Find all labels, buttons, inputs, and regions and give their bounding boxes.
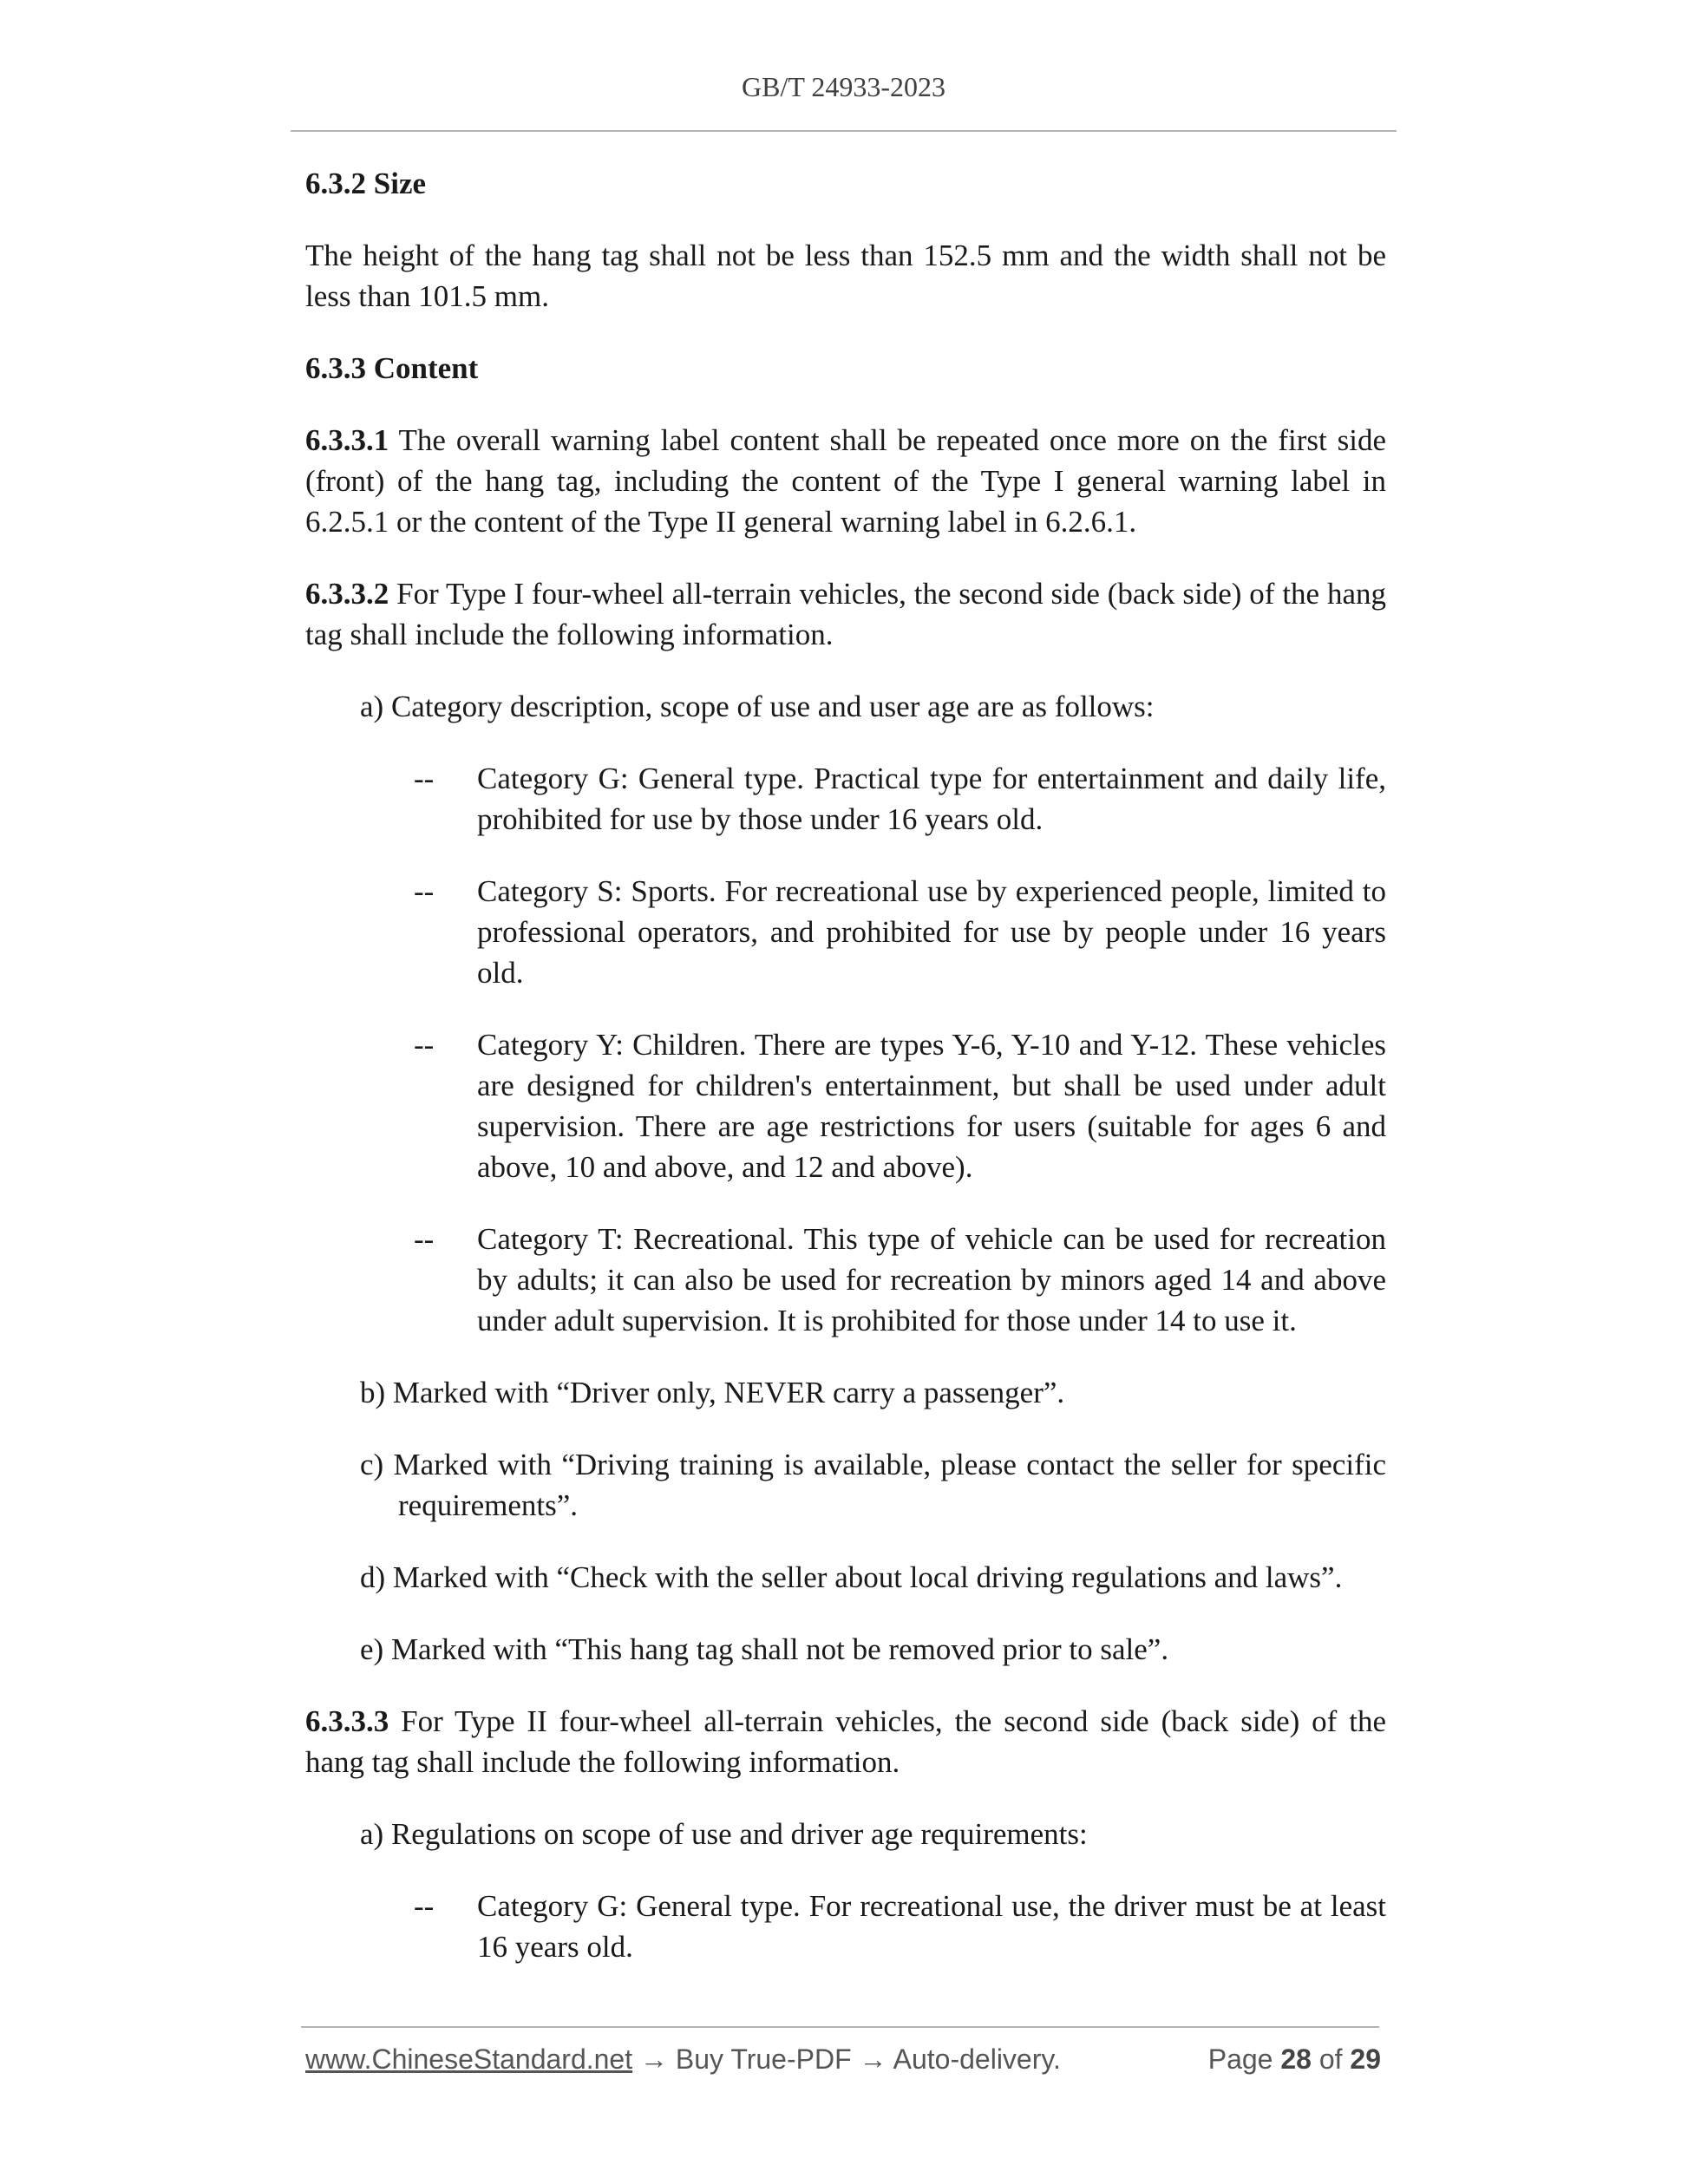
section-heading-6-3-3: 6.3.3 Content [305, 351, 479, 385]
footer-divider [301, 2026, 1379, 2028]
website-link[interactable]: www.ChineseStandard.net [305, 2043, 633, 2075]
list-item [305, 1219, 1386, 1341]
page-footer [305, 2043, 1381, 2087]
list-item-c: c) Marked with “Driving training is available, please contact the seller for specific requirements”. [360, 1448, 1386, 1522]
list-item-a: a) Regulations on scope of use and driver age requirements: [360, 1817, 1088, 1851]
paragraph-6-3-3-2 [305, 573, 1386, 655]
list-item-d: d) Marked with “Check with the seller about local driving regulations and laws”. [360, 1560, 1343, 1594]
list-item [305, 871, 1386, 993]
paragraph-size: The height of the hang tag shall not be less than 152.5 mm and the width shall not be less than 101.5 mm. [305, 239, 1386, 313]
page-number: 28 [1280, 2043, 1312, 2075]
page-indicator [1208, 2043, 1381, 2076]
clause-number: 6.3.3.1 [305, 423, 389, 457]
clause-text: For Type II four-wheel all-terrain vehicles, the second side (back side) of the hang tag shall include the following information. [305, 1704, 1386, 1779]
bullet-text: Category G: General type. For recreational use, the driver must be at least 16 years old. [477, 1889, 1386, 1964]
bullet-text: Category S: Sports. For recreational use by experienced people, limited to professional operators, and prohibited for use by people under 16 years old. [477, 874, 1386, 990]
list-item [305, 758, 1386, 840]
section-heading-6-3-2: 6.3.2 Size [305, 167, 427, 200]
list-item-a: a) Category description, scope of use and user age are as follows: [360, 690, 1155, 723]
list-item-b: b) Marked with “Driver only, NEVER carry a passenger”. [360, 1376, 1065, 1409]
clause-text: For Type I four-wheel all-terrain vehicles, the second side (back side) of the hang tag shall include the following information. [305, 577, 1386, 651]
clause-number: 6.3.3.3 [305, 1704, 389, 1738]
clause-number: 6.3.3.2 [305, 577, 389, 611]
list-item [305, 1886, 1386, 1967]
bullet-dash: -- [414, 874, 435, 908]
paragraph-6-3-3-3 [305, 1701, 1386, 1782]
promo-text: → Buy True-PDF → Auto-delivery. [632, 2043, 1061, 2075]
bullet-dash: -- [414, 1028, 435, 1062]
list-item [305, 1024, 1386, 1187]
bullet-dash: -- [414, 1222, 435, 1256]
bullet-dash: -- [414, 1889, 435, 1923]
page-body [305, 163, 1386, 1967]
header-divider [291, 130, 1397, 132]
bullet-dash: -- [414, 762, 435, 795]
clause-text: The overall warning label content shall be repeated once more on the first side (front) of the hang tag, including the content of the Type I general warning label in 6.2.5.1 or the content of the Type II general warning label in 6.2.6.1. [305, 423, 1386, 539]
of-label: of [1311, 2043, 1351, 2075]
page-total: 29 [1350, 2043, 1381, 2075]
footer-promo [305, 2043, 1061, 2076]
list-item-e: e) Marked with “This hang tag shall not be removed prior to sale”. [360, 1632, 1169, 1666]
bullet-text: Category Y: Children. There are types Y-6, Y-10 and Y-12. These vehicles are designed for children's entertainment, but shall be used under adult supervision. There are age restrictions for users (suitable for ages 6 and above, 10 and above, and 12 and above). [477, 1028, 1386, 1184]
bullet-text: Category T: Recreational. This type of vehicle can be used for recreation by adults; it can also be used for recreation by minors aged 14 and above under adult supervision. It is prohibited for those under 14 to use it. [477, 1222, 1386, 1337]
bullet-text: Category G: General type. Practical type for entertainment and daily life, prohibited for use by those under 16 years old. [477, 762, 1386, 836]
document-header: GB/T 24933-2023 [742, 71, 945, 102]
paragraph-6-3-3-1 [305, 420, 1386, 542]
page-label: Page [1207, 2043, 1281, 2075]
